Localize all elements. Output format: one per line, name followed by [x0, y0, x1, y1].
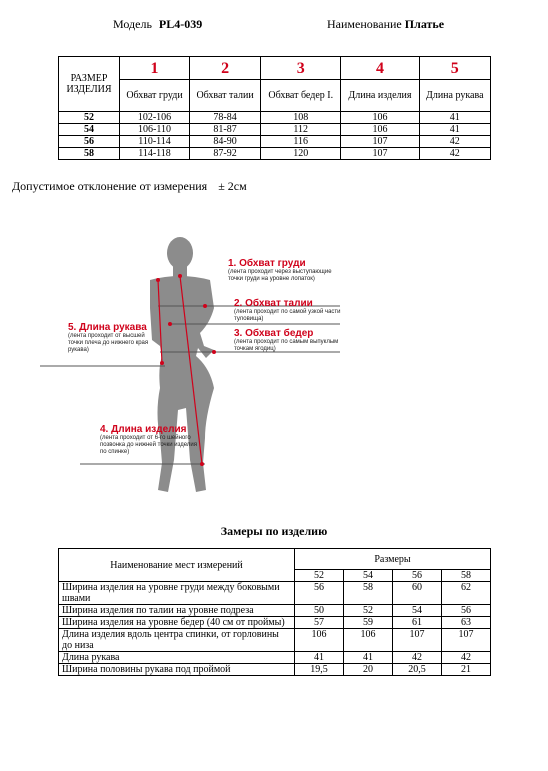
row-size: 54 [59, 124, 120, 136]
table-row [59, 148, 491, 160]
tolerance-value: ± 2см [218, 179, 247, 193]
column-label: Длина рукава [419, 80, 490, 112]
cell: 106 [341, 124, 419, 136]
annotation-title: 1. Обхват груди [228, 258, 306, 269]
cell: 20 [344, 664, 393, 676]
cell: 107 [393, 629, 442, 652]
annotation-note: (лента проходит от 6-го шейного позвонка до нижней точки изделия по спинке) [100, 435, 198, 455]
column-number: 2 [190, 57, 261, 80]
row-size: 52 [59, 112, 120, 124]
cell: 60 [393, 582, 442, 605]
annotation-hips [234, 328, 354, 353]
cell: 87-92 [190, 148, 261, 160]
column-label: Обхват груди [120, 80, 190, 112]
column-number: 1 [120, 57, 190, 80]
measurements-title: Замеры по изделию [220, 524, 328, 538]
table-row [59, 629, 491, 652]
cell: 107 [341, 148, 419, 160]
tolerance-note [12, 179, 247, 194]
annotation-note: (лента проходит от высшей точки плеча до нижнего края рукава) [68, 333, 149, 353]
cell: 52 [344, 605, 393, 617]
cell: 42 [419, 148, 490, 160]
cell: 56 [442, 605, 491, 617]
size-header-cell: 52 [295, 570, 344, 582]
annotation-chest [228, 258, 348, 283]
size-header-cell: 56 [393, 570, 442, 582]
cell: 41 [295, 652, 344, 664]
table-row [59, 664, 491, 676]
model-code: PL4-039 [158, 17, 203, 31]
cell: 120 [261, 148, 341, 160]
sizes-header: Размеры [295, 549, 491, 570]
annotation-title: 3. Обхват бедер [234, 328, 314, 339]
column-number: 5 [419, 57, 490, 80]
cell: 112 [261, 124, 341, 136]
param-header: Наименование мест измерений [59, 549, 295, 582]
cell: 106 [341, 112, 419, 124]
param-name: Ширина изделия на уровне бедер (40 см от проймы) [59, 617, 295, 629]
cell: 108 [261, 112, 341, 124]
size-corner-label: РАЗМЕР ИЗДЕЛИЯ [59, 57, 120, 112]
param-name: Ширина половины рукава под проймой [59, 664, 295, 676]
cell: 78-84 [190, 112, 261, 124]
param-name: Длина рукава [59, 652, 295, 664]
row-size: 56 [59, 136, 120, 148]
column-label: Обхват талии [190, 80, 261, 112]
size-header-cell: 54 [344, 570, 393, 582]
cell: 41 [419, 124, 490, 136]
cell: 41 [419, 112, 490, 124]
cell: 114-118 [120, 148, 190, 160]
cell: 56 [295, 582, 344, 605]
cell: 107 [442, 629, 491, 652]
column-number: 4 [341, 57, 419, 80]
tolerance-text: Допустимое отклонение от измерения [12, 179, 208, 193]
cell: 116 [261, 136, 341, 148]
cell: 110-114 [120, 136, 190, 148]
cell: 21 [442, 664, 491, 676]
param-name: Длина изделия вдоль центра спинки, от горловины до низа [59, 629, 295, 652]
column-label: Обхват бедер I. [261, 80, 341, 112]
cell: 42 [442, 652, 491, 664]
size-table [58, 56, 491, 160]
cell: 42 [419, 136, 490, 148]
cell: 42 [393, 652, 442, 664]
model-label: Модель [113, 17, 152, 31]
table-row [59, 652, 491, 664]
annotation-length [100, 424, 200, 456]
product-name-value: Платье [404, 17, 445, 31]
cell: 102-106 [120, 112, 190, 124]
table-row [59, 124, 491, 136]
table-row [59, 582, 491, 605]
cell: 106 [295, 629, 344, 652]
cell: 81-87 [190, 124, 261, 136]
annotation-note: (лента проходит по самой узкой части туловища) [234, 309, 341, 322]
annotation-title: 4. Длина изделия [100, 424, 187, 435]
table-row [59, 136, 491, 148]
cell: 41 [344, 652, 393, 664]
column-number: 3 [261, 57, 341, 80]
column-label: Длина изделия [341, 80, 419, 112]
cell: 59 [344, 617, 393, 629]
table-row [59, 112, 491, 124]
cell: 19,5 [295, 664, 344, 676]
table-row [59, 617, 491, 629]
cell: 62 [442, 582, 491, 605]
param-name: Ширина изделия по талии на уровне подреза [59, 605, 295, 617]
annotation-note: (лента проходит через выступающие точки груди на уровне лопаток) [228, 269, 332, 282]
cell: 106-110 [120, 124, 190, 136]
row-size: 58 [59, 148, 120, 160]
cell: 63 [442, 617, 491, 629]
cell: 50 [295, 605, 344, 617]
annotation-waist [234, 298, 344, 323]
measurements-table [58, 548, 491, 676]
annotation-note: (лента проходит по самым выпуклым точкам ягодиц) [234, 339, 339, 352]
cell: 84-90 [190, 136, 261, 148]
cell: 58 [344, 582, 393, 605]
size-header-cell: 58 [442, 570, 491, 582]
table-row [59, 605, 491, 617]
annotation-title: 2. Обхват талии [234, 298, 313, 309]
product-name-header [327, 17, 444, 32]
cell: 54 [393, 605, 442, 617]
cell: 107 [341, 136, 419, 148]
cell: 20,5 [393, 664, 442, 676]
annotation-sleeve [68, 322, 153, 354]
cell: 61 [393, 617, 442, 629]
cell: 106 [344, 629, 393, 652]
param-name: Ширина изделия на уровне груди между боковыми швами [59, 582, 295, 605]
product-name-label: Наименование [327, 17, 402, 31]
model-header [113, 17, 202, 32]
cell: 57 [295, 617, 344, 629]
annotation-title: 5. Длина рукава [68, 322, 147, 333]
